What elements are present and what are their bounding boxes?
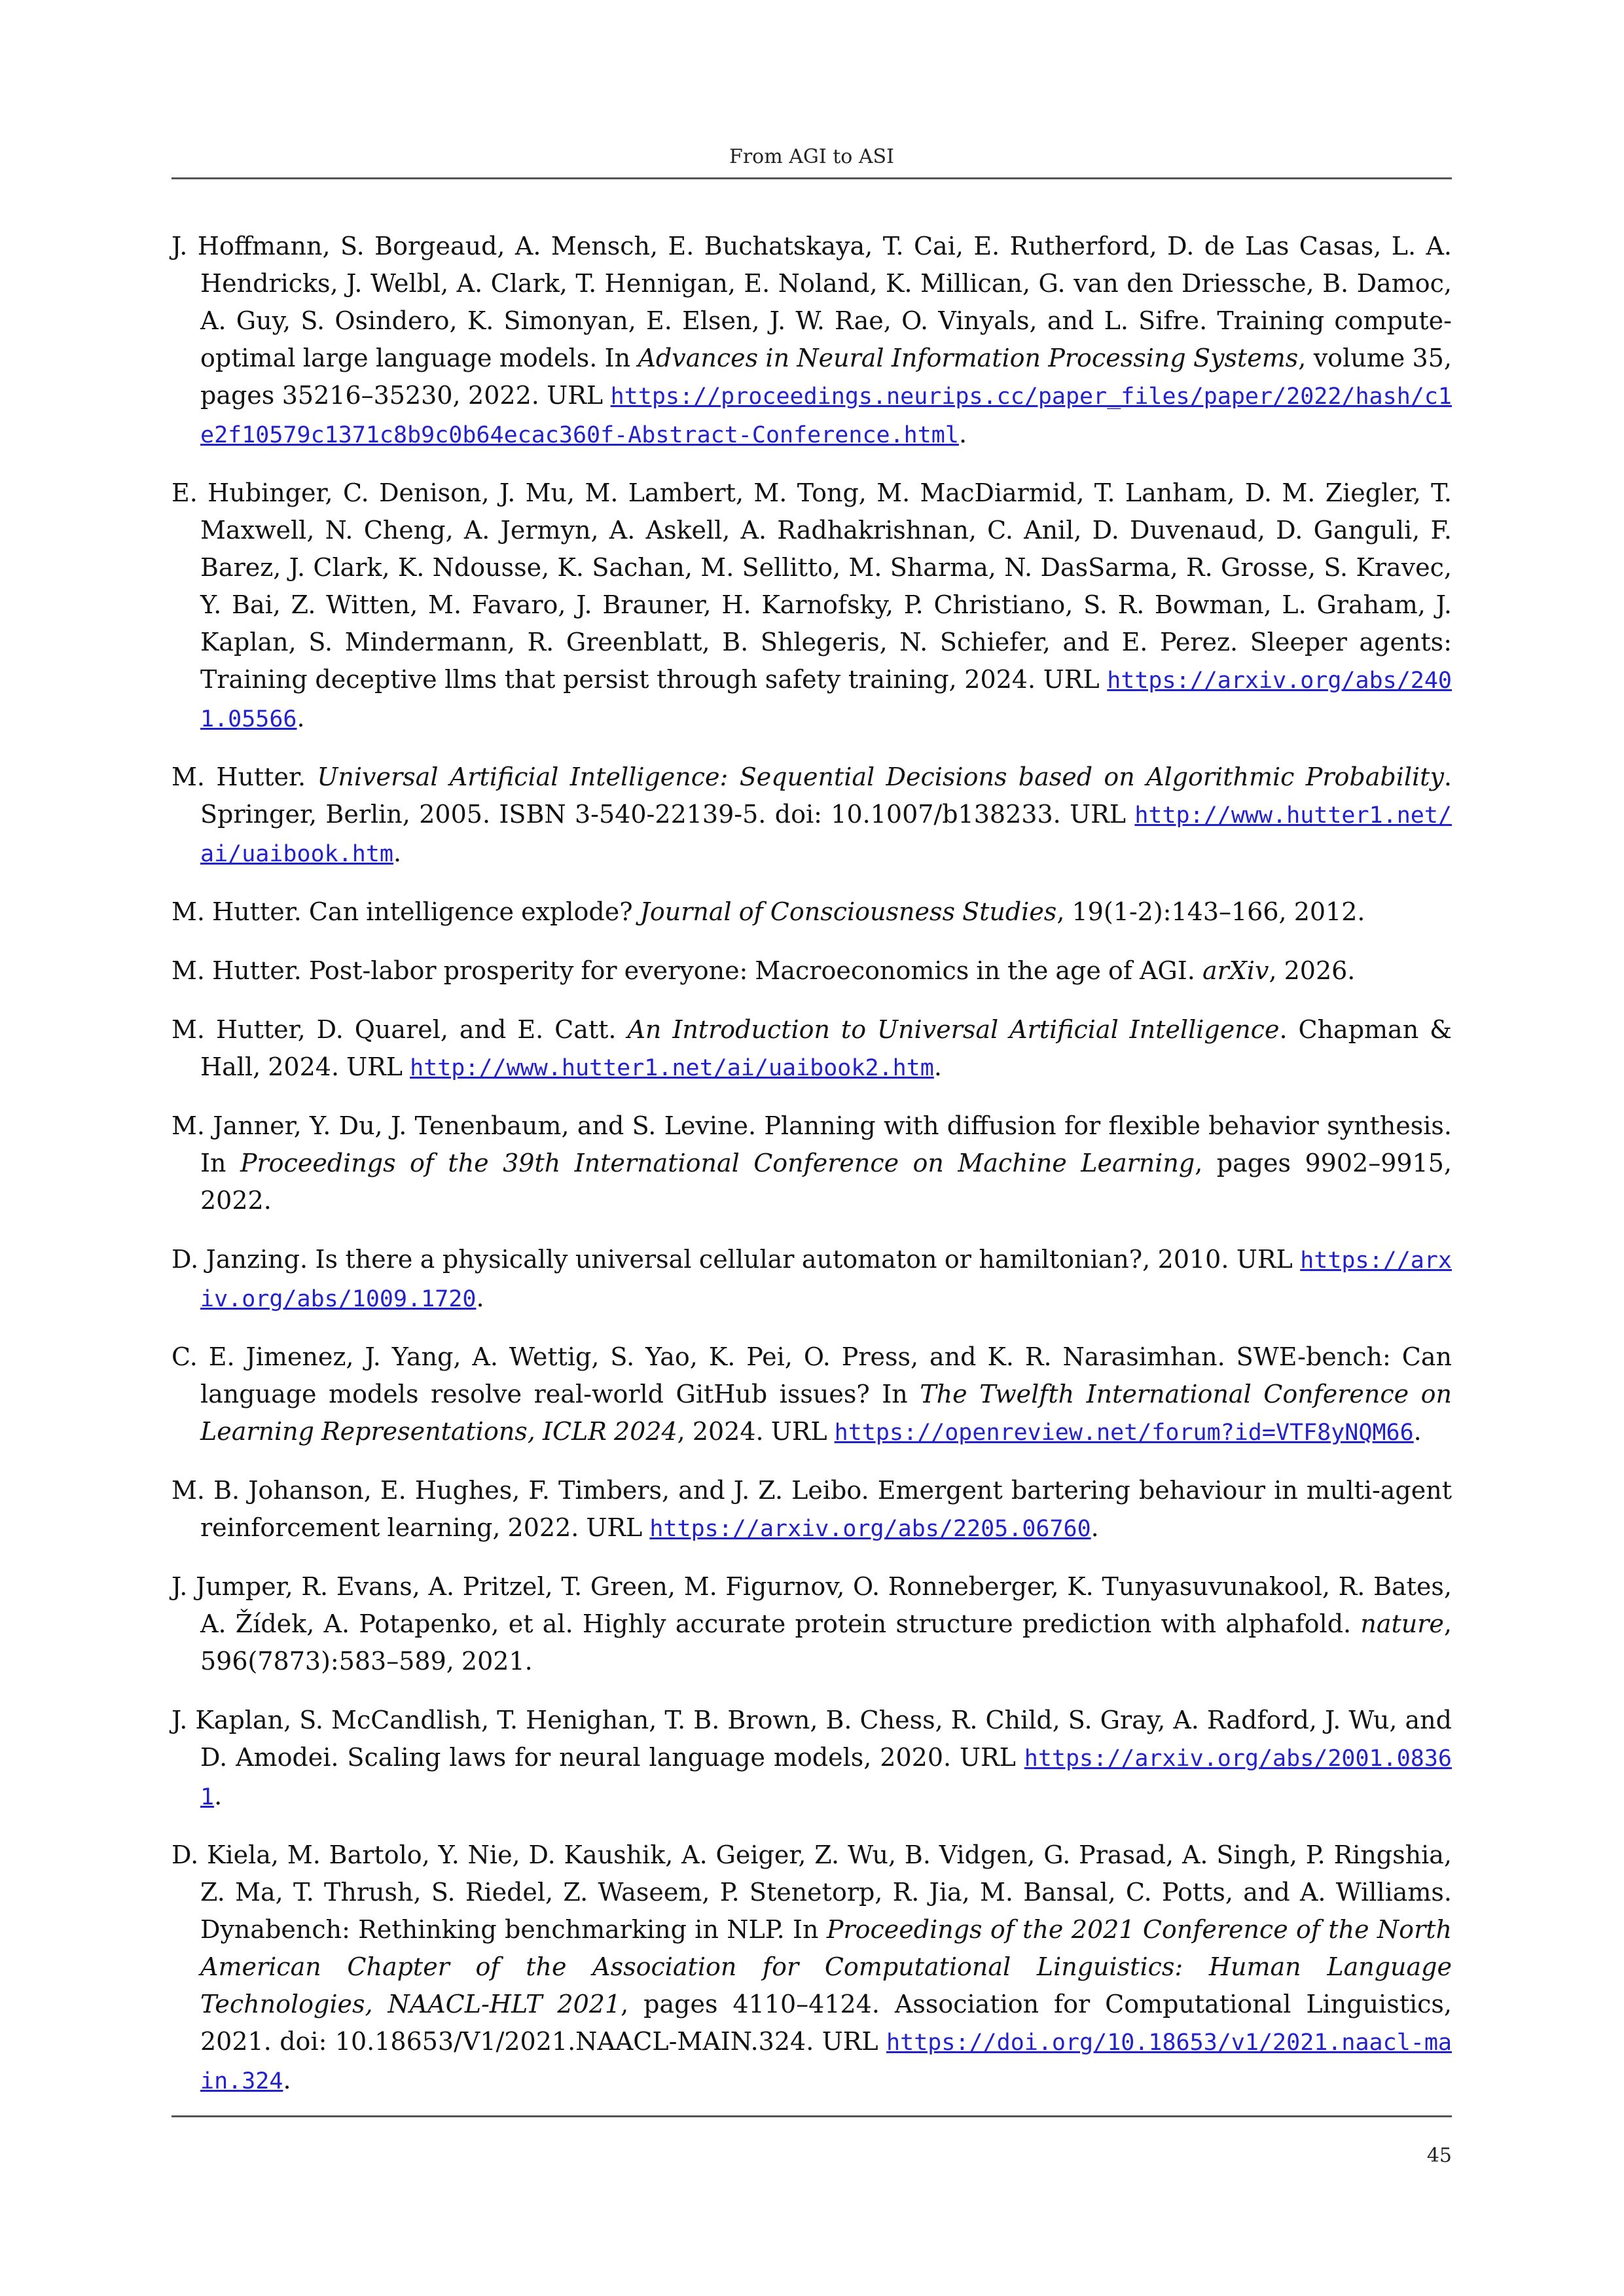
reference-text: . — [933, 1052, 942, 1081]
reference-text: . — [283, 2066, 291, 2094]
reference-text: J. Kaplan, S. McCandlish, T. Henighan, T. B. Brown, B. Chess, R. Child, S. Gray, A. Radford, J. Wu, and D. Amodei. Scaling laws for neural language models, 2020. URL — [171, 1706, 1452, 1772]
reference-venue: An Introduction to Universal Artificial Intelligence — [627, 1015, 1280, 1044]
reference-text: D. Kiela, M. Bartolo, Y. Nie, D. Kaushik, A. Geiger, Z. Wu, B. Vidgen, G. Prasad, A. Singh, P. Ringshia, Z. Ma, T. Thrush, S. Riedel, Z. Waseem, P. Stenetorp, R. Jia, M. Bansal, C. Potts, and A. Williams. Dynabench: Rethinking benchmarking in NLP. In — [171, 1840, 1452, 1944]
reference-url-link[interactable]: https://doi.org/10.18653/v1/2021.naacl-main.324 — [200, 2030, 1452, 2094]
reference-item — [171, 1702, 1452, 1816]
reference-text: , 2026. — [1269, 956, 1356, 985]
reference-item — [171, 1107, 1452, 1221]
reference-text: C. E. Jimenez, J. Yang, A. Wettig, S. Yao, K. Pei, O. Press, and K. R. Narasimhan. SWE-bench: Can language models resolve real-world GitHub issues? In — [171, 1342, 1452, 1408]
reference-url-link[interactable]: https://arxiv.org/abs/2205.06760 — [649, 1516, 1091, 1542]
reference-text: . — [1413, 1417, 1422, 1446]
reference-text: E. Hubinger, C. Denison, J. Mu, M. Lambert, M. Tong, M. MacDiarmid, T. Lanham, D. M. Ziegler, T. Maxwell, N. Cheng, A. Jermyn, A. Askell, A. Radhakrishnan, C. Anil, D. Duvenaud, D. Ganguli, F. Barez, J. Clark, K. Ndousse, K. Sachan, M. Sellitto, M. Sharma, N. DasSarma, R. Grosse, S. Kravec, Y. Bai, Z. Witten, M. Favaro, J. Brauner, H. Karnofsky, P. Christiano, S. R. Bowman, L. Graham, J. Kaplan, S. Mindermann, R. Greenblatt, B. Shlegeris, N. Schiefer, and E. Perez. Sleeper agents: Training deceptive llms that persist through safety training, 2024. URL — [171, 478, 1452, 694]
reference-text: , pages 4110–4124. Association for Computational Linguistics, 2021. doi: 10.18653/V1/2021.NAACL-MAIN.324. URL — [200, 1990, 1452, 2056]
reference-venue: The Twelfth International Conference on Learning Representations, ICLR 2024 — [200, 1380, 1452, 1446]
reference-text: . — [958, 420, 967, 448]
reference-text: . Springer, Berlin, 2005. ISBN 3-540-22139-5. doi: 10.1007/b138233. URL — [200, 762, 1453, 829]
reference-venue: nature — [1360, 1609, 1444, 1638]
reference-venue: Proceedings of the 2021 Conference of the North American Chapter of the Association for Computational Linguistics: Human Language Technologies, NAACL-HLT 2021 — [200, 1915, 1452, 2018]
reference-list — [171, 228, 1452, 2121]
reference-text: . — [393, 838, 402, 867]
reference-venue: Advances in Neural Information Processing Systems — [638, 344, 1299, 372]
page-number: 45 — [1426, 2144, 1452, 2167]
reference-text: M. Hutter. Can intelligence explode? — [171, 897, 640, 926]
reference-url-link[interactable]: https://arxiv.org/abs/1009.1720 — [200, 1247, 1452, 1312]
reference-text: J. Hoffmann, S. Borgeaud, A. Mensch, E. Buchatskaya, T. Cai, E. Rutherford, D. de Las Casas, L. A. Hendricks, J. Welbl, A. Clark, T. Hennigan, E. Noland, K. Millican, G. van den Driessche, B. Damoc, A. Guy, S. Osindero, K. Simonyan, E. Elsen, J. W. Rae, O. Vinyals, and L. Sifre. Training compute-optimal large language models. In — [171, 232, 1452, 372]
footer-rule — [171, 2115, 1452, 2117]
reference-url-link[interactable]: https://openreview.net/forum?id=VTF8yNQM66 — [834, 1420, 1414, 1446]
reference-item — [171, 1472, 1452, 1548]
reference-item — [171, 475, 1452, 738]
reference-venue: Journal of Consciousness Studies — [640, 897, 1057, 926]
reference-text: D. Janzing. Is there a physically universal cellular automaton or hamiltonian?, 2010. URL — [171, 1245, 1301, 1274]
reference-text: . — [297, 704, 305, 732]
reference-item — [171, 1241, 1452, 1318]
header-rule — [171, 177, 1452, 179]
reference-text: , pages 9902–9915, 2022. — [200, 1149, 1452, 1215]
reference-venue: Proceedings of the 39th International Conference on Machine Learning — [240, 1149, 1195, 1177]
reference-text: M. Hutter. Post-labor prosperity for everyone: Macroeconomics in the age of AGI. — [171, 956, 1202, 985]
reference-url-link[interactable]: http://www.hutter1.net/ai/uaibook.htm — [200, 802, 1452, 867]
reference-text: . Chapman & Hall, 2024. URL — [200, 1015, 1452, 1081]
reference-item — [171, 1568, 1452, 1681]
reference-text: . — [476, 1283, 484, 1312]
reference-url-link[interactable]: http://www.hutter1.net/ai/uaibook2.htm — [410, 1055, 934, 1081]
running-title: From AGI to ASI — [729, 145, 894, 168]
reference-item — [171, 952, 1452, 991]
reference-venue: Universal Artificial Intelligence: Sequential Decisions based on Algorithmic Probability — [317, 762, 1444, 791]
reference-text: M. B. Johanson, E. Hughes, F. Timbers, and J. Z. Leibo. Emergent bartering behaviour in multi-agent reinforcement learning, 2022. URL — [171, 1476, 1452, 1542]
reference-item — [171, 759, 1452, 873]
reference-text: , 19(1-2):143–166, 2012. — [1056, 897, 1365, 926]
reference-text: J. Jumper, R. Evans, A. Pritzel, T. Green, M. Figurnov, O. Ronneberger, K. Tunyasuvunakool, R. Bates, A. Žídek, A. Potapenko, et al. Highly accurate protein structure prediction with alphafold. — [171, 1572, 1452, 1638]
reference-item — [171, 1837, 1452, 2100]
reference-url-link[interactable]: https://arxiv.org/abs/2001.08361 — [200, 1746, 1452, 1810]
reference-text: M. Hutter. — [171, 762, 317, 791]
reference-item — [171, 893, 1452, 932]
reference-text: , 2024. URL — [677, 1417, 835, 1446]
reference-item — [171, 1338, 1452, 1452]
reference-text: , 596(7873):583–589, 2021. — [200, 1609, 1452, 1676]
reference-item — [171, 1011, 1452, 1087]
reference-url-link[interactable]: https://proceedings.neurips.cc/paper_files/paper/2022/hash/c1e2f10579c1371c8b9c0b64ecac360f-Abstract-Conference.html — [200, 384, 1452, 448]
reference-venue: arXiv — [1202, 956, 1269, 985]
reference-text: , volume 35, pages 35216–35230, 2022. URL — [200, 344, 1452, 410]
reference-item — [171, 228, 1452, 454]
reference-text: M. Hutter, D. Quarel, and E. Catt. — [171, 1015, 628, 1044]
reference-url-link[interactable]: https://arxiv.org/abs/2401.05566 — [200, 668, 1452, 732]
reference-text: M. Janner, Y. Du, J. Tenenbaum, and S. Levine. Planning with diffusion for flexible behavior synthesis. In — [171, 1111, 1452, 1177]
reference-text: . — [214, 1782, 223, 1810]
reference-text: . — [1091, 1513, 1099, 1542]
